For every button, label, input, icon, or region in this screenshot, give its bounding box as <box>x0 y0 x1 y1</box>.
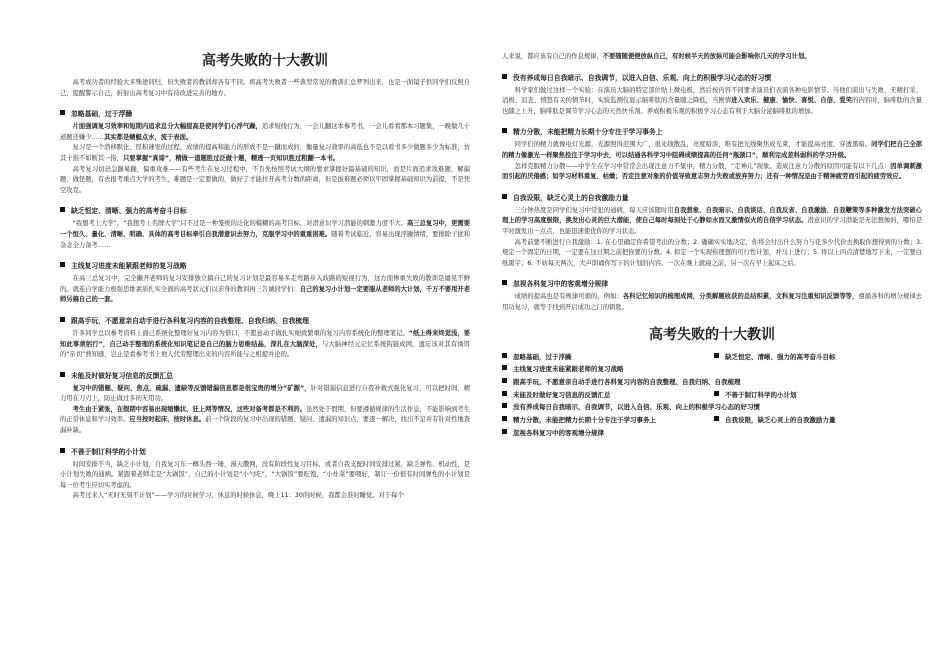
summary-list <box>502 352 922 439</box>
right-column <box>502 52 922 438</box>
bullet-square-icon <box>60 262 65 267</box>
summary-item-text: 自我设限，缺乏心灵上的自我激励力量 <box>725 415 836 424</box>
summary-item <box>714 415 922 426</box>
summary-item <box>502 390 714 401</box>
body-text: 人来说，都应该有自己的作息规律， <box>502 53 603 60</box>
body-text: 的内容时，脑啡肽的含量也随之上升，脑啡肽是调节学习心态的天然快乐剂。养成积极乐观的积极学习心态有利于大脑分泌脑啡肽的增加。 <box>502 97 923 115</box>
body-text: 三分钟热度是同学们复习中常犯的通病，每天应该随时用 <box>514 206 674 214</box>
summary-item-text: 未能及时做好复习信息的反馈汇总 <box>513 390 611 399</box>
bullet-square-icon <box>502 353 507 358</box>
bullet-square-icon <box>502 128 507 133</box>
bullet-square-icon <box>714 353 719 358</box>
section-1-paragraph-3: 高考复习切忌急躁易躁，偏重攻难——有些考生在复习过程中，不肯先按照考试大纲的要求掌握好最基础的知识，而是片面追求攻难题、解偏题、做怪题，有去报考重点大学的考生，难题是一定要做的，做好了才能拉开高考分数的距离，但是拔难题必须以牢固掌握基础知识为前提，不是凭空攻克。 <box>60 165 470 194</box>
section-6-paragraph-2: 高考过来人“无时无刻不计划”——学习的时候学习，休息的时候休息，晚上11：30的时候，我都会准时睡觉。对于每个 <box>72 492 404 500</box>
body-text: 遵循各科的增分规律去用功复习，就等于找到开启成功之门的钥匙。 <box>502 293 923 311</box>
bullet-square-icon <box>502 378 507 383</box>
section-heading-text: 忽视各科复习中的客观增分规律 <box>513 280 609 289</box>
summary-item <box>502 415 714 426</box>
section-heading-10 <box>502 278 922 288</box>
section-heading-text: 缺乏恒定、清晰、强力的高考奋斗目标 <box>71 207 187 216</box>
section-heading-3 <box>60 260 470 270</box>
summary-item-text: 精力分散，未能把精力长期十分专注于学习事务上 <box>513 415 656 424</box>
section-1-paragraph-2 <box>60 143 470 164</box>
summary-item-text: 跟高手玩，不愿意亲自动手进行各科复习内容的自我整理、自我归纳、自我梳理 <box>513 377 741 386</box>
section-heading-2 <box>60 205 470 215</box>
section-9-paragraph-2: 高考前要不断进行自我激励：1. 在心里确定你希望考出的分数；2. 确确实实地决定，你将会付出什么努力与花多少代价去换取你想得到的分数；3. 规定一个固定的日期，一定要在这日期之前把你要的分数。4. 拟定一个实现你理想的可行性计划，并马上进行；5. 将以上四点清楚地写下来，一定要白纸黑字；6. 不妨每天两次，大声朗诵你写下的计划的内容。一次在晚上就寝之前，另一次在早上起床之后。 <box>502 238 922 267</box>
body-text: 与大脑神经元记忆系统钩链成网，遗忘该对其有诱饵的“亲切”熟知感，岂止是看参考书上他人代劳整理出来的内容所能与之相提并论的。 <box>60 340 471 359</box>
bullet-square-icon <box>502 403 507 408</box>
summary-item <box>502 352 714 363</box>
bullet-square-icon <box>502 74 507 79</box>
summary-item <box>502 428 922 439</box>
section-2-paragraph-1 <box>60 219 470 251</box>
bullet-square-icon <box>502 429 507 434</box>
bold-text: 各科记忆知识的梳理成网，分类解题收获的总结积累，文科复习注重知识反馈等等， <box>622 293 859 301</box>
section-heading-4 <box>60 315 470 325</box>
bullet-square-icon <box>60 110 65 115</box>
section-heading-text: 自我设限，缺乏心灵上的自我激励力量 <box>513 193 629 202</box>
section-8-paragraph-1 <box>502 140 922 161</box>
intro-paragraph: 高考成功者的经验大多殊途同归，但失败者的教训却各有不同。将高考失败者一些典型常见的教训汇总罗列出来，也是一面镜子供同学们反照自己，提醒警示自己，折射出高考复习中有待改进完善的地方。 <box>60 79 470 97</box>
left-column <box>60 40 470 502</box>
body-text: 复习是一个潜移默化、厚积薄发的过程，成绩的提高和能力的形成不是一蹴而成的，衡量复习效率的高低也不是以看书多少做题多少为标准，仿其十指不如断其一指， <box>60 144 470 162</box>
body-text: 潜意识的学习潜能是无法想像的，哪怕是平时激发出一点点，也能迅速使优你的学习状态。 <box>502 217 923 235</box>
section-5-paragraph-2 <box>60 405 470 437</box>
body-text: 针对错漏信息进行自我补救式强化复习，可以把时间、精力用在刀刃上，防止做过多的无用功。 <box>60 384 471 403</box>
section-heading-text: 主线复习进度未能紧跟老师的复习战略 <box>71 262 187 271</box>
section-heading-text: 精力分散，未能把精力长期十分专注于学习事务上 <box>513 128 663 137</box>
bold-text: 进入欢乐、健康、愉快、喜悦、自信、爱笑 <box>731 97 853 105</box>
section-heading-5 <box>60 370 470 380</box>
section-8-paragraph-2 <box>502 162 922 183</box>
bold-text: “纸上得来终觉浅，要知此事须躬行”，自己动手整理的系统化知识笔记是自己的脑力思维结晶，深扎在大脑深处， <box>60 329 471 348</box>
summary-item-text: 没有养成每日自我暗示、自我调节，以进入自信、乐观、向上的积极学习心态的好习惯 <box>513 403 760 412</box>
body-text: 同学们的精力就像电灯光源，光源照得范围大广，很光线散乱，亮度暗淡，唯有把光线聚焦成光束，才能提高亮度，穿透黑暗。 <box>514 141 872 149</box>
body-text: “我想考上大学”，“我想考上名牌大学”只不过是一种笼统的泛化的模糊的高考目标，对潜意识学习潜能的刺激力度不大。 <box>72 220 407 228</box>
section-heading-text: 没有养成每日自我暗示、自我调节，以进入自信、乐观、向上的积极学习心态的好习惯 <box>513 73 772 82</box>
bullet-square-icon <box>502 194 507 199</box>
body-text: 追求短线行为，一会儿翻这本参考书，一会儿看看那本习题集，一晚做几十道题还嫌少…… <box>60 123 471 141</box>
bullet-square-icon <box>60 372 65 377</box>
bold-text: 考生由于紧张，在假期中容易出现缩懒状、狂上网等情况，这些对备考都是不利的。 <box>72 405 306 413</box>
bold-text: 片面强调复习效率和短期内追求总分大幅提高是使同学们心浮气躁， <box>72 123 262 131</box>
summary-item <box>502 377 922 388</box>
bold-text: 不要随随便便放纵自己，有时候半天的放纵可能会影响你几天的学习计划。 <box>602 53 811 60</box>
summary-item <box>502 364 922 375</box>
summary-item-text: 缺乏恒定、清晰、强力的高考奋斗目标 <box>725 352 836 361</box>
bullet-square-icon <box>502 416 507 421</box>
section-heading-1 <box>60 108 470 118</box>
section-heading-text: 跟高手玩，不愿意亲自动手进行各科复习内容的自我整理、自我归纳、自我梳理 <box>71 316 309 325</box>
section-6-paragraph-1: 时间安排不当，缺乏小计划，自我复习东一榔头西一锤，漫天撒网，没有阶段性复习目标，或者自我支配时间安排过紧，缺乏弹性、机动性，是小计划失败的通病。紧跟着老师走是“大锅饭”，自己的小计划是“小勺吃”，“大锅饭”要吃饱，“小灶菜”要喂好，制订一份很有时间弹性的小计划是每一位考生应切实考虑的。 <box>60 460 470 489</box>
bold-text: 因单调刺激而引起的厌倦感；如学习材料重复、枯燥；否定注意对象的价值导致意志努力失败或放弃努力；还有一种情况是由于精神疲劳而引起的疲劳效应。 <box>502 162 922 181</box>
body-text: 许多同学总以参考资料上面已系统化整理好复习内容为借口，不愿意动手做扎实细致繁重的复习内容系统化的整理笔记。 <box>72 329 409 337</box>
body-text: 虽然处于假期，但要遵循规律的生活作息，不能影响到考生的正常休息和学习效率。 <box>60 405 471 424</box>
section-1-paragraph-1 <box>60 122 470 143</box>
bold-text: 应当按时起床，按时休息。 <box>129 416 206 424</box>
bullet-square-icon <box>502 391 507 396</box>
bold-text: 复习中的错题、疑问、焦点、疏漏、遗缺等反馈错漏信息都是很宝贵的增分“矿源”， <box>72 384 311 392</box>
bold-text: 同学们把自己全部的精力像激光一样聚焦投注于学习中去，可以结通各科学习中阻碍成绩提高的任何“瓶颈口”，顺利完成差科弱科的学习升级。 <box>502 141 923 159</box>
body-text: 科学家们做过这样一个实验：在演员大脑的特定部位贴上微电极，然后按内容不同要求演员们表演各种电影情节。当他们演出与失败、无精打采、消极、沮丧、愤怒有关的情节时，实验监测仪显示脑啡肽的含量随之降低，当剧情 <box>502 86 922 105</box>
body-text: 在高三总复习中，完全撇开老师的复习安排独立搞自己的复习计划是最容易多走弯路步入歧路的短视行为，这方面惨重失败的教训是屡见不鲜的。就连自学能力极强思维素质扎实全面的高考状元们以亲身的教训再三告诫同学们： <box>60 275 470 293</box>
bold-text: 自我想象、自我暗示、自我谈话、自我反省、自我激励、自我鞭策等多种激发方法突破心理上的学习高度极限，换发出心灵的巨大潜能，使自己每时每刻处于心静如水而又激情似火的自信学习状态。 <box>502 206 923 225</box>
bullet-square-icon <box>60 207 65 212</box>
summary-item-text: 主线复习进度未能紧跟老师的复习战略 <box>513 365 624 374</box>
bold-text: 高三总复习中，更需要一个恒久、量化、清晰、明确、具体的高考目标牵引自我潜意识去努力，克服学习中的重重困难。 <box>60 220 471 238</box>
bold-text: 自己的复习小计划一定要服从老师的大计划，千万不要甩开老师另搞自己的一套。 <box>60 285 471 304</box>
body-text: 怎样克服精力分散——中学生在学习中常常会出现注意力不集中，精力分散，“走神儿”现象。造成注意力分散的原因可能有以下几点： <box>514 162 891 170</box>
section-7-paragraph-1 <box>502 86 922 118</box>
bold-text: 其实都是蜻蜓点水，流于表面。 <box>104 133 193 141</box>
section-heading-text: 不善于制订科学的小计划 <box>71 447 146 456</box>
bullet-square-icon <box>60 448 65 453</box>
bullet-square-icon <box>502 280 507 285</box>
body-text: 成绩的提高也是有规律可循的，例如： <box>514 293 623 301</box>
bullet-square-icon <box>714 416 719 421</box>
bold-text: 只要掌握“真谛”，精做一道题胜过泛做十题，精透一页知识胜过粗翻一本书。 <box>122 154 340 162</box>
section-heading-9 <box>502 192 922 202</box>
section-heading-text: 未能及时做好复习信息的反馈汇总 <box>71 371 173 380</box>
section-heading-8 <box>502 126 922 136</box>
section-heading-6 <box>60 446 470 456</box>
summary-item <box>502 402 922 413</box>
summary-item-text: 忽视各科复习中的客观增分规律 <box>513 428 604 437</box>
section-3-paragraph-1 <box>60 274 470 306</box>
continued-paragraph <box>502 52 922 63</box>
body-text: 随着考试临近，容易出现浮躁情绪，要排除干扰和杂念全力备考…… <box>60 230 471 249</box>
body-text: 前一个阶段的复习中出现的错题、疑问、遗漏的知识点，要逐一解决，找出不足并有针对性地查漏补缺。 <box>60 416 471 435</box>
document-title: 高考失败的十大教训 <box>202 53 328 69</box>
bullet-square-icon <box>714 391 719 396</box>
summary-item <box>714 390 922 401</box>
section-4-paragraph-1 <box>60 329 470 361</box>
summary-item-text: 忽略基础，过于浮躁 <box>513 352 572 361</box>
summary-item-text: 不善于制订科学的小计划 <box>725 390 797 399</box>
summary-title: 高考失败的十大教训 <box>649 326 775 343</box>
bullet-square-icon <box>60 317 65 322</box>
summary-item <box>714 352 922 363</box>
section-heading-7 <box>502 72 922 82</box>
section-heading-text: 忽略基础，过于浮躁 <box>71 110 133 119</box>
section-9-paragraph-1 <box>502 206 922 238</box>
section-5-paragraph-1 <box>60 384 470 405</box>
bullet-square-icon <box>502 365 507 370</box>
section-10-paragraph-1 <box>502 292 922 313</box>
